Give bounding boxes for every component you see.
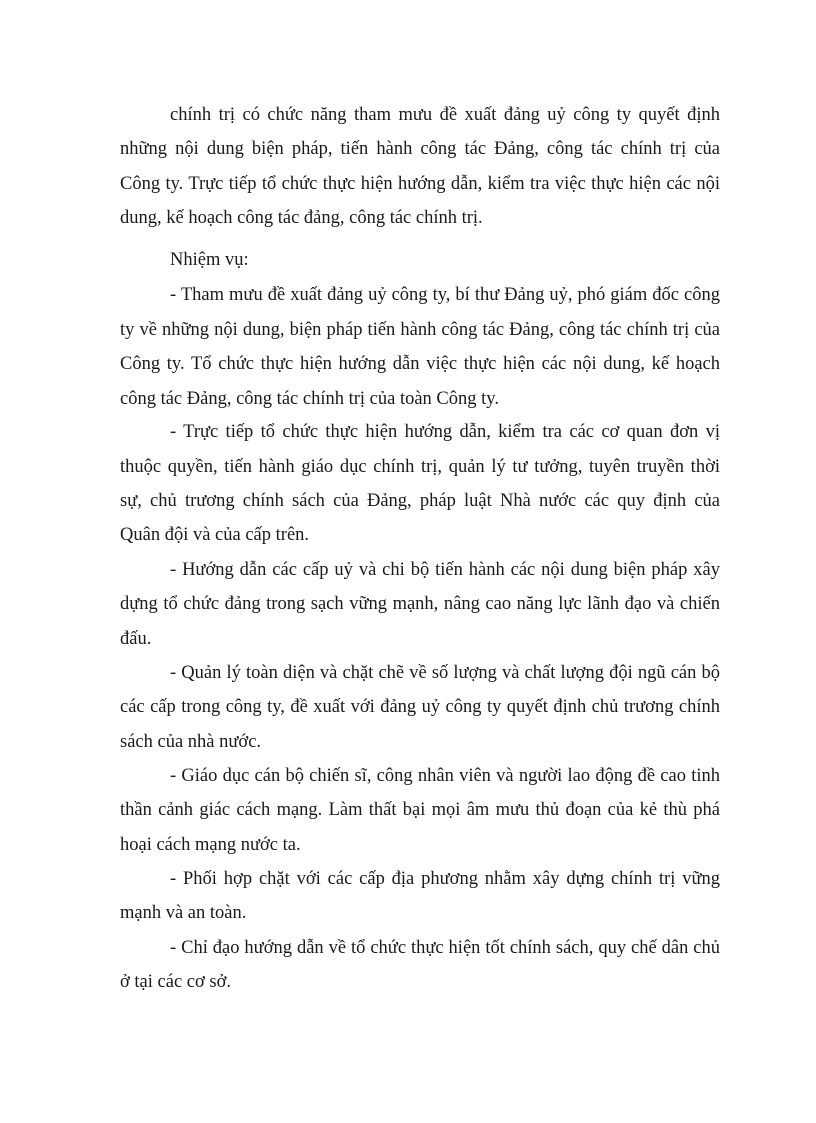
paragraph-line: thần cảnh giác cách mạng. Làm thất bại mọi âm mưu thủ đoạn của kẻ thù phá	[120, 800, 720, 820]
paragraph-line: - Chỉ đạo hướng dẫn về tổ chức thực hiện tốt chính sách, quy chế dân chủ	[170, 938, 720, 958]
paragraph-line: công tác Đảng, công tác chính trị của toàn Công ty.	[120, 389, 499, 409]
paragraph-line: sự, chủ trương chính sách của Đảng, pháp luật Nhà nước các quy định của	[120, 491, 720, 511]
paragraph-line: Nhiệm vụ:	[170, 250, 249, 270]
paragraph-line: dựng tổ chức đảng trong sạch vững mạnh, nâng cao năng lực lãnh đạo và chiến	[120, 594, 720, 614]
paragraph-line: - Tham mưu đề xuất đảng uỷ công ty, bí thư Đảng uỷ, phó giám đốc công	[170, 285, 720, 305]
paragraph-line: dung, kế hoạch công tác đảng, công tác chính trị.	[120, 208, 483, 228]
paragraph-line: sách của nhà nước.	[120, 732, 262, 752]
paragraph-line: thuộc quyền, tiến hành giáo dục chính trị, quản lý tư tưởng, tuyên truyền thời	[120, 457, 720, 477]
paragraph-line: - Giáo dục cán bộ chiến sĩ, công nhân viên và người lao động đề cao tinh	[170, 766, 720, 786]
paragraph-line: - Phối hợp chặt với các cấp địa phương nhằm xây dựng chính trị vững	[170, 869, 720, 889]
paragraph-line: ty về những nội dung, biện pháp tiến hành công tác Đảng, công tác chính trị của	[120, 320, 720, 340]
paragraph-line: - Trực tiếp tổ chức thực hiện hướng dẫn, kiểm tra các cơ quan đơn vị	[170, 422, 720, 442]
paragraph-line: - Quản lý toàn diện và chặt chẽ về số lượng và chất lượng đội ngũ cán bộ	[170, 663, 720, 683]
paragraph-line: mạnh và an toàn.	[120, 903, 247, 923]
paragraph-line: đấu.	[120, 629, 152, 649]
paragraph-line: ở tại các cơ sở.	[120, 972, 232, 992]
paragraph-line: - Hướng dẫn các cấp uỷ và chi bộ tiến hành các nội dung biện pháp xây	[170, 560, 720, 580]
paragraph-line: Quân đội và của cấp trên.	[120, 525, 310, 545]
paragraph-line: hoại cách mạng nước ta.	[120, 835, 301, 855]
paragraph-line: Công ty. Tổ chức thực hiện hướng dẫn việc thực hiện các nội dung, kế hoạch	[120, 354, 720, 374]
paragraph-line: chính trị có chức năng tham mưu đề xuất đảng uỷ công ty quyết định	[170, 105, 720, 125]
paragraph-line: các cấp trong công ty, đề xuất với đảng uỷ công ty quyết định chủ trương chính	[120, 697, 720, 717]
paragraph-line: những nội dung biện pháp, tiến hành công tác Đảng, công tác chính trị của	[120, 139, 720, 159]
paragraph-line: Công ty. Trực tiếp tổ chức thực hiện hướng dẫn, kiểm tra việc thực hiện các nội	[120, 174, 720, 194]
